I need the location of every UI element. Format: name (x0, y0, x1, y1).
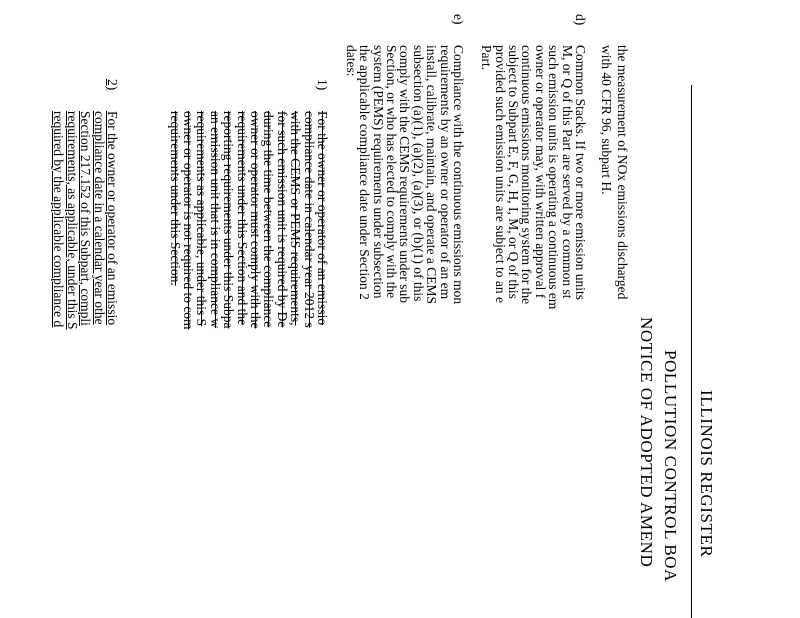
item1-line: during the time between the compliance (261, 111, 277, 328)
item2-line: Section 217.152 of this Subpart, compli (78, 111, 94, 326)
section_d-line: Common Stacks. If two or more emission units (573, 45, 588, 300)
item1-line: For the owner or operator of an emissio (315, 111, 330, 326)
section_e-line: requirements by an owner or operator of an em (437, 45, 453, 300)
section_e-line: the applicable compliance date under Section 2 (357, 45, 373, 300)
notice-title: NOTICE OF ADOPTED AMEND (637, 317, 656, 568)
section_e-line: Compliance with the continuous emissions mon (451, 45, 466, 305)
item1-line: requirements under this Section and the (234, 111, 250, 326)
section_d-line: owner or operator may, with written approval f (532, 45, 548, 299)
item1-line: requirements as applicable, under this S (194, 111, 210, 327)
item1-line: owner or operator is not required to com (181, 111, 196, 330)
item2-line: For the owner or operator of an emissio (105, 111, 120, 326)
section_e-line: install, calibrate, maintain, and operate a CEMS (424, 45, 440, 305)
section-d-label: d) (573, 14, 588, 26)
section_d-line: continuous emissions monitoring system for the (519, 45, 535, 305)
rotated-document-page (51, 14, 716, 618)
section_e-line: comply with the CEMS requirements under sub (397, 45, 413, 303)
section_e-line: system (PEMS) requirements under subsection (370, 45, 386, 299)
section_d-line: M, or Q of this Part are served by a common st (559, 45, 575, 299)
section_d-line: subject to Subpart E, F, G, H, I, M, or Q of this (506, 45, 521, 299)
board-title: POLLUTION CONTROL BOA (661, 350, 680, 583)
section-e-label: e) (451, 14, 466, 25)
item2-line: requirements, as applicable, under this S (64, 111, 80, 330)
item1-line: with the CEMS or PEMS requirements, (288, 111, 304, 326)
item2-line: required by the applicable compliance d (51, 111, 67, 328)
intro-line: the measurement of NOx emissions discharged (615, 45, 630, 300)
item1-line: for such emission unit is required by De (274, 111, 290, 328)
section_d-line: such emission units is operating a continuous em (546, 45, 562, 310)
item1-line: an emission unit that is in compliance w (207, 111, 223, 329)
section_d-line: Part. (479, 45, 495, 71)
register-title: ILLINOIS REGISTER (697, 390, 716, 558)
section_e-line: dates: (343, 45, 359, 77)
item2-line: compliance date in a calendar year othe (91, 111, 107, 325)
section_e-line: Section, or who has elected to comply with the (384, 45, 399, 299)
item1-line: owner or operator must comply with the (248, 111, 263, 329)
item-2-label: 2) (105, 79, 120, 91)
header-rule (691, 85, 692, 618)
item1-line: compliance date in calendar year 2012 s (301, 111, 317, 328)
intro-line: with 40 CFR 96, subpart H. (599, 45, 614, 195)
section_d-line: provided such emission units are subject to an e (492, 45, 508, 303)
item1-line: reporting requirements under this Subpa (221, 111, 237, 329)
item1-line: requirements under this Section. (167, 111, 183, 286)
section_e-line: subsection (a)(1), (a)(2), (a)(3), or (b)(1) of this (410, 45, 426, 302)
item-1-label: 1) (315, 79, 330, 91)
